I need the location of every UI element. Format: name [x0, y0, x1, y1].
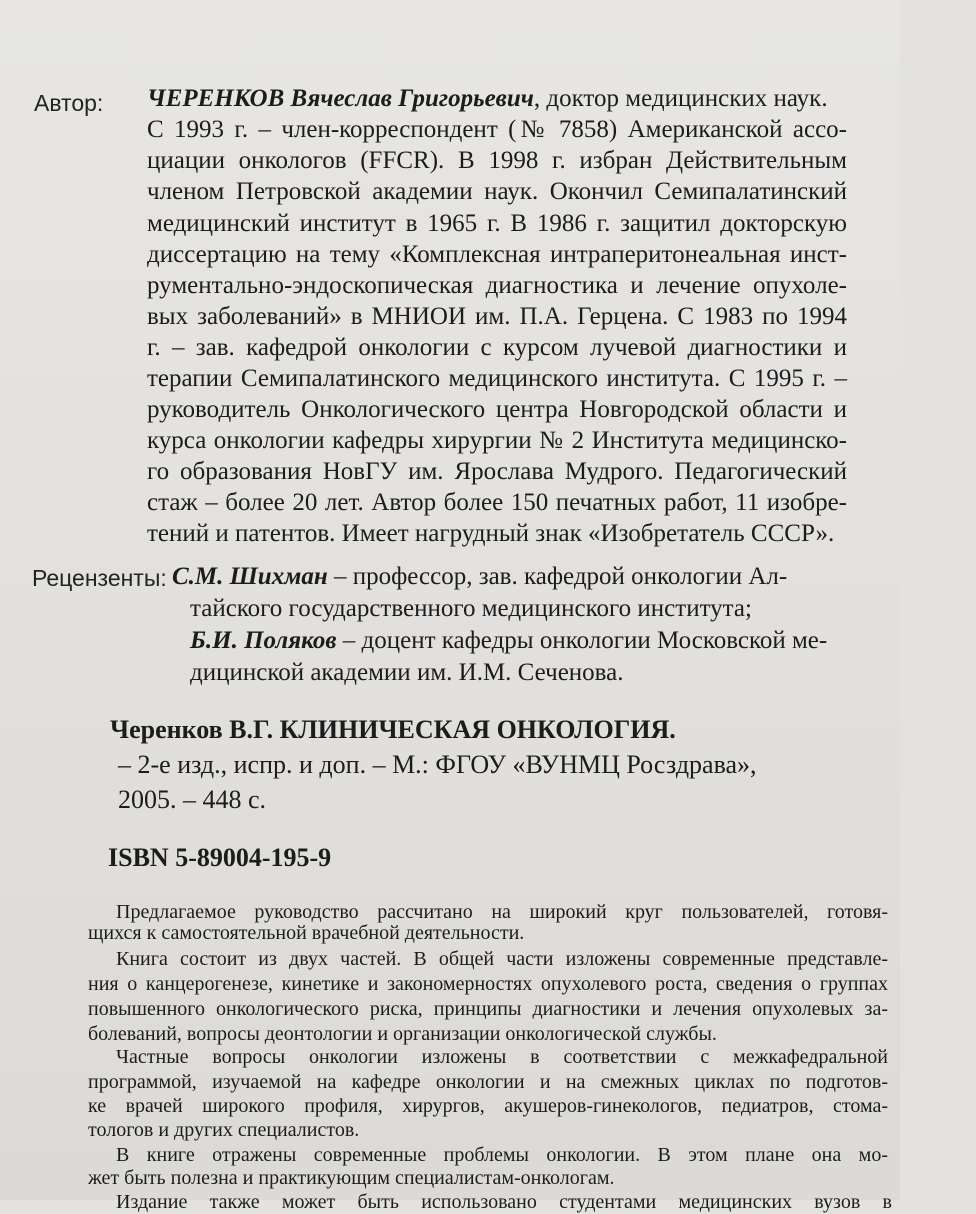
bibliography-edition: – 2-е изд., испр. и доп. – М.: ФГОУ «ВУНМЦ Росздрава»,	[118, 750, 757, 779]
reviewer-1	[172, 562, 787, 592]
bibliography-title: Черенков В.Г. КЛИНИЧЕСКАЯ ОНКОЛОГИЯ.	[110, 715, 676, 744]
annotation-line: ке врачей широкого профиля, хирургов, акушеров-гинекологов, педиатров, стома-	[88, 1095, 888, 1117]
reviewer-2-position: – доцент кафедры онкологии Московской ме-	[336, 627, 828, 654]
author-bio-line: тений и патентов. Имеет нагрудный знак «Изобретатель СССР».	[147, 520, 835, 547]
annotation-line: жет быть полезна и практикующим специалистам-онкологам.	[88, 1167, 615, 1189]
reviewer-1-position: – профессор, зав. кафедрой онкологии Ал-	[327, 563, 788, 590]
reviewer-2-name: Б.И. Поляков	[190, 627, 337, 654]
author-bio-line: руководитель Онкологического центра Новгородской области и	[147, 396, 847, 423]
author-bio-line: терапии Семипалатинского медицинского института. С 1995 г. –	[147, 365, 847, 392]
annotation-line: Частные вопросы онкологии изложены в соответствии с межкафедральной	[116, 1046, 888, 1068]
author-bio-line: С 1993 г. – член-корреспондент (№ 7858) Американской ассо-	[147, 116, 847, 143]
isbn: ISBN 5-89004-195-9	[108, 843, 332, 872]
annotation-line: программой, изучаемой на кафедре онкологии и на смежных циклах по подготов-	[88, 1071, 888, 1093]
reviewer-1-position-cont: тайского государственного медицинского института;	[190, 595, 752, 622]
author-bio-line: рументально-эндоскопическая диагностика и лечение опухоле-	[147, 272, 847, 299]
annotation-line: щихся к самостоятельной врачебной деятельности.	[88, 922, 525, 944]
author-bio-line: го образования НовГУ им. Ярослава Мудрого. Педагогический	[147, 458, 847, 485]
author-bio-line: вых заболеваний» в МНИОИ им. П.А. Герцена. С 1983 по 1994	[147, 303, 847, 330]
author-bio-line: медицинский институт в 1965 г. В 1986 г. защитил докторскую	[147, 210, 847, 237]
author-bio-line: циации онкологов (FFCR). В 1998 г. избран Действительным	[147, 147, 847, 174]
author-bio-line: диссертацию на тему «Комплексная интраперитонеальная инст-	[147, 241, 847, 268]
reviewer-2-position-cont: дицинской академии им. И.М. Сеченова.	[190, 659, 624, 686]
reviewers-label: Рецензенты:	[32, 565, 167, 591]
author-bio-line: стаж – более 20 лет. Автор более 150 печатных работ, 11 изобре-	[147, 489, 847, 516]
annotation-line: Издание также может быть использовано студентами медицинских вузов в	[116, 1191, 892, 1213]
annotation-line: болеваний, вопросы деонтологии и организации онкологической службы.	[88, 1023, 717, 1045]
author-name: ЧЕРЕНКОВ Вячеслав Григорьевич	[147, 85, 534, 112]
author-degree: , доктор медицинских наук.	[533, 85, 828, 112]
reviewer-1-name: С.М. Шихман	[172, 563, 328, 590]
author-bio-line: курса онкологии кафедры хирургии № 2 Института медицинско-	[147, 427, 847, 454]
author-line-1	[147, 84, 847, 114]
annotation-line: тологов и других специалистов.	[88, 1119, 360, 1141]
annotation-line: повышенного онкологического риска, принципы диагностики и лечения опухолевых за-	[88, 998, 888, 1020]
reviewer-2	[190, 626, 827, 656]
author-label: Автор:	[34, 90, 104, 116]
bibliography-year-pages: 2005. – 448 с.	[118, 785, 267, 814]
annotation-line: Предлагаемое руководство рассчитано на широкий круг пользователей, готовя-	[116, 901, 888, 923]
annotation-line: Книга состоит из двух частей. В общей части изложены современные представле-	[116, 948, 888, 970]
annotation-line: В книге отражены современные проблемы онкологии. В этом плане она мо-	[116, 1144, 888, 1166]
author-bio-line: г. – зав. кафедрой онкологии с курсом лучевой диагностики и	[147, 334, 847, 361]
author-bio-line: членом Петровской академии наук. Окончил Семипалатинский	[147, 178, 847, 205]
annotation-line: ния о канцерогенезе, кинетике и закономерностях опухолевого роста, сведения о группах	[88, 973, 888, 995]
